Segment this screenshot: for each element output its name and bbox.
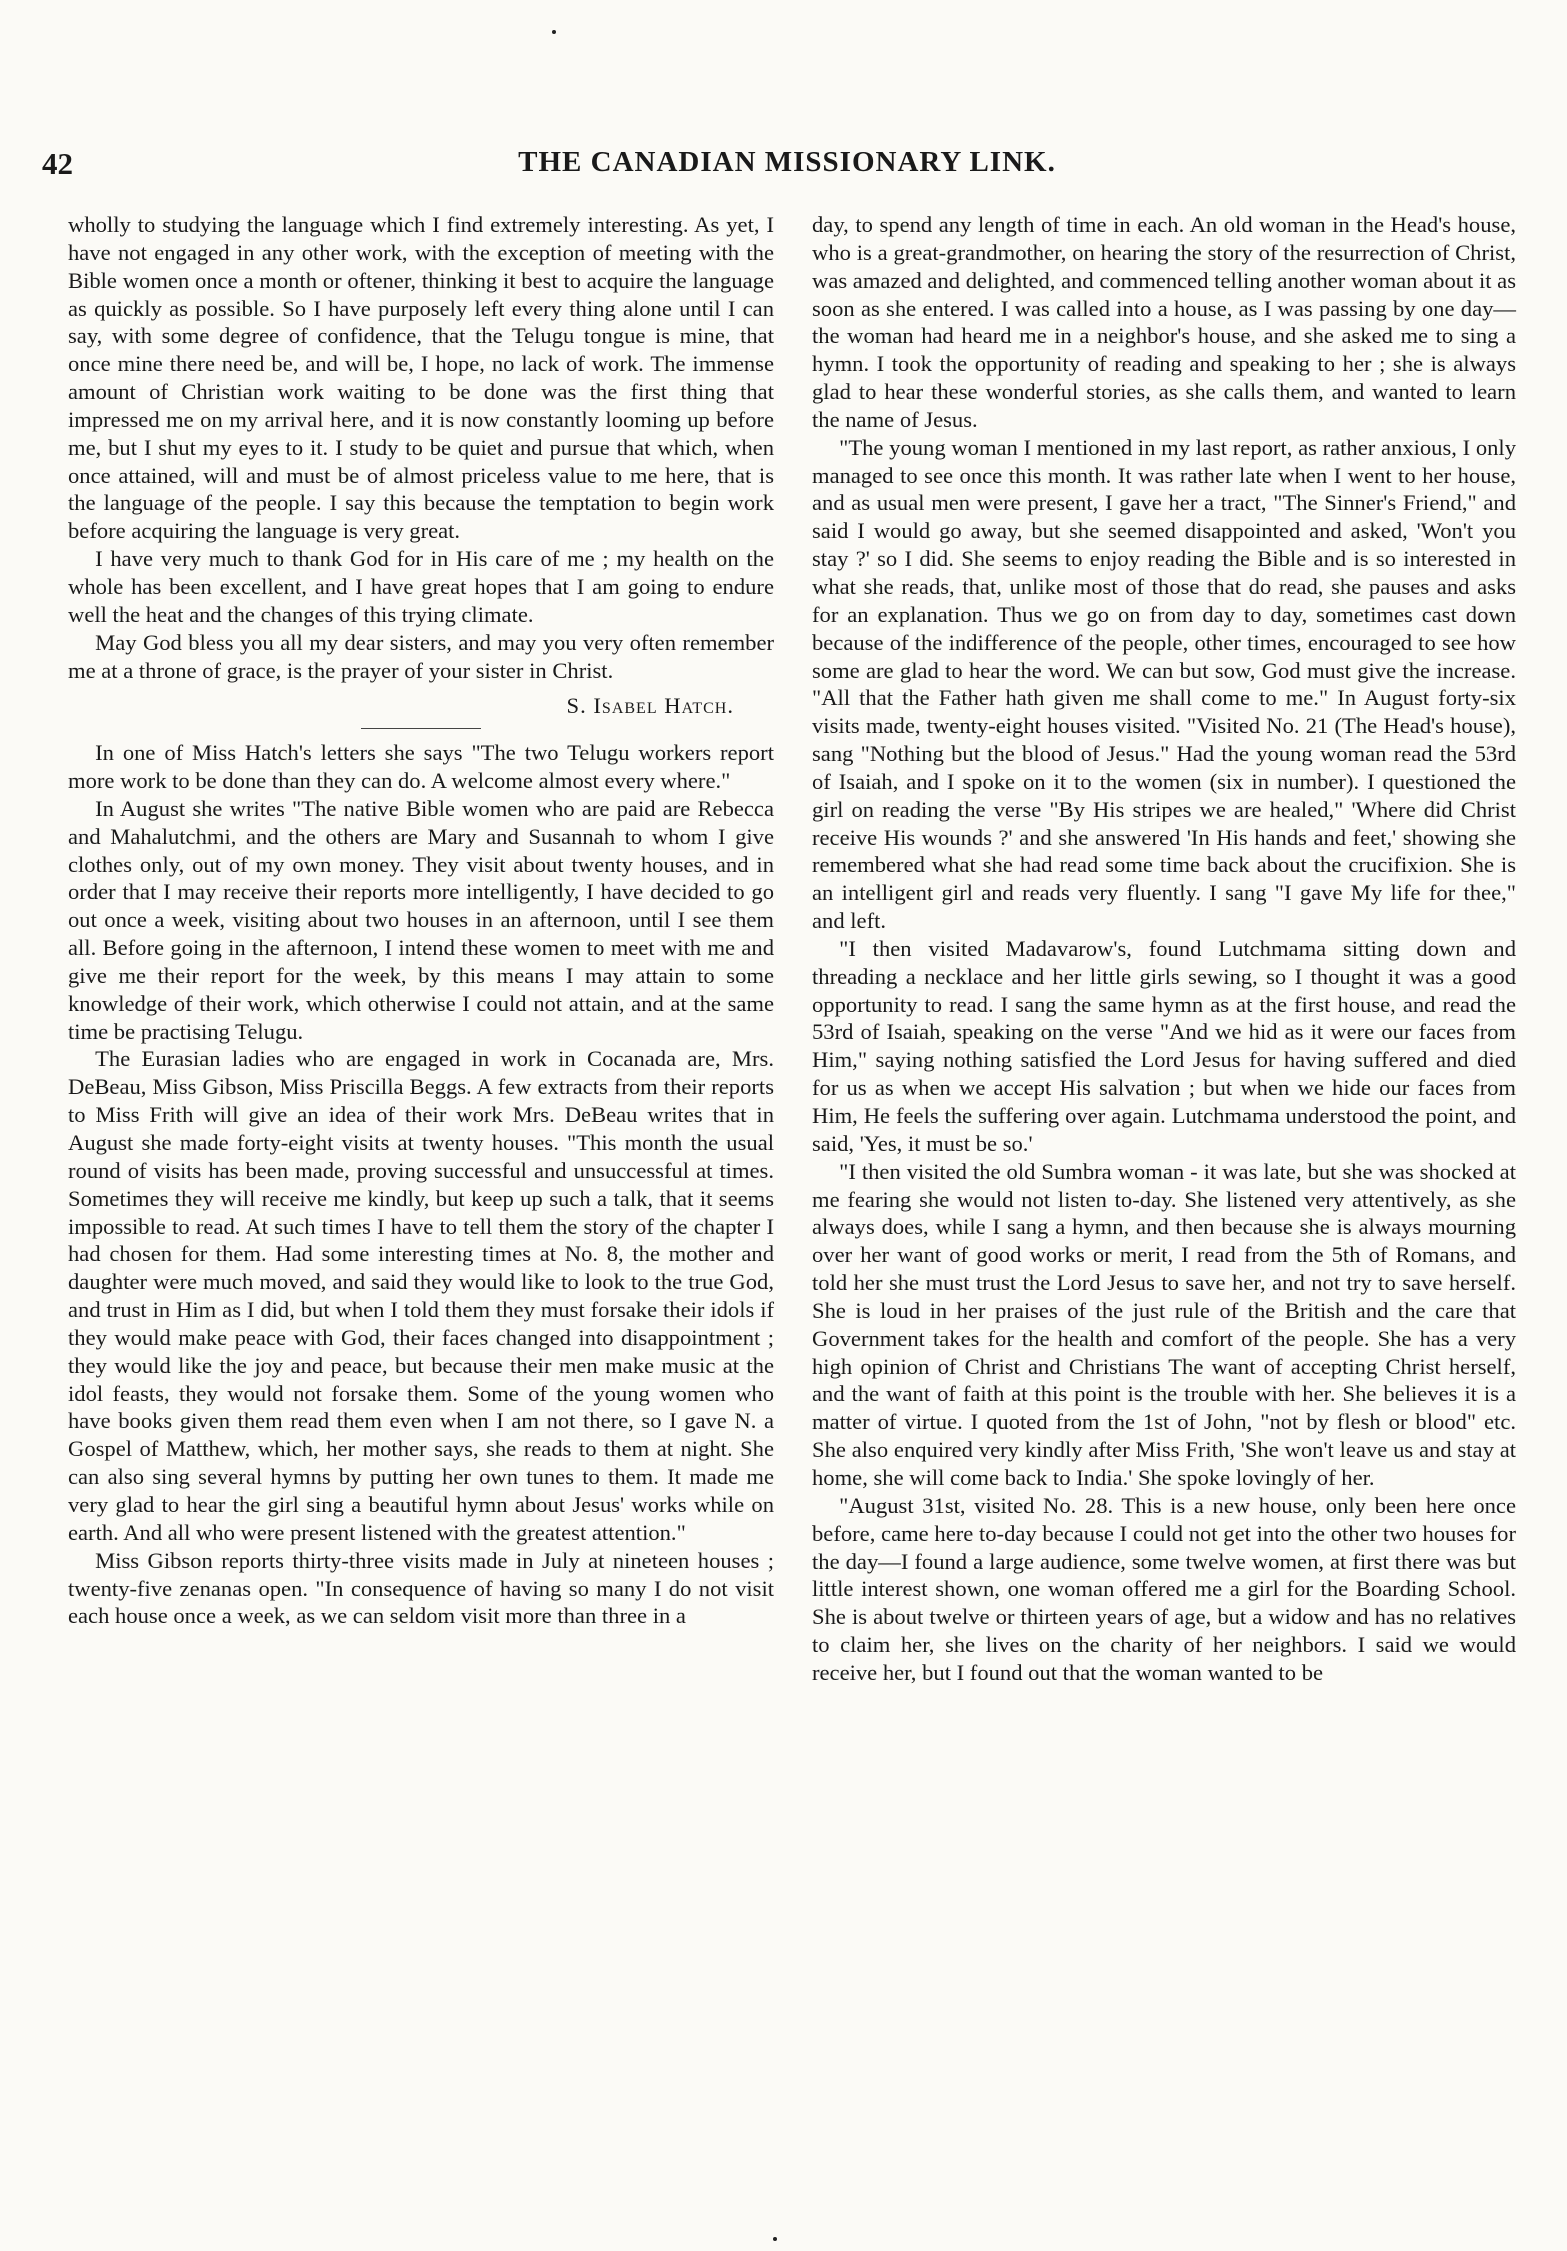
- right-column: [812, 211, 1516, 1687]
- paragraph: "I then visited Madavarow's, found Lutchmama sitting down and threading a necklace and her little girls sewing, so I thought it was a good opportunity to read. I sang the same hymn as at the first house, and read the 53rd of Isaiah, speaking on the verse "And we hid as it were our faces from Him," saying nothing satisfied the Lord Jesus for having suffered and died for us as when we accept His salvation ; but when we hide our faces from Him, He feels the suffering over again. Lutchmama understood the point, and said, 'Yes, it must be so.': [812, 935, 1516, 1156]
- paragraph: In August she writes "The native Bible women who are paid are Rebecca and Mahalutchmi, and the others are Mary and Susannah to whom I give clothes only, out of my own money. They visit about twenty houses, and in order that I may receive their reports more intelligently, I have decided to go out once a week, visiting about two houses in an afternoon, until I see them all. Before going in the afternoon, I intend these women to meet with me and give me their report for the week, by this means I may attain to some knowledge of their work, which otherwise I could not attain, and at the same time be practising Telugu.: [68, 795, 774, 1044]
- left-column: [68, 211, 774, 1630]
- paragraph: day, to spend any length of time in each. An old woman in the Head's house, who is a great-grandmother, on hearing the story of the resurrection of Christ, was amazed and delighted, and commenced telling another woman about it as soon as she entered. I was called into a house, as I was passing by one day— the woman had heard me in a neighbor's house, and she asked me to sing a hymn. I took the opportunity of reading and speaking to her ; she is always glad to hear these wonderful stories, as she calls them, and wanted to learn the name of Jesus.: [812, 212, 1516, 432]
- paragraph: In one of Miss Hatch's letters she says "The two Telugu workers report more work to be done than they can do. A welcome almost every where.": [68, 740, 774, 794]
- paragraph: May God bless you all my dear sisters, and may you very often remember me at a throne of grace, is the prayer of your sister in Christ.: [68, 629, 774, 683]
- paragraph: Miss Gibson reports thirty-three visits made in July at nineteen houses ; twenty-five zenanas open. "In consequence of having so many I do not visit each house once a week, as we can seldom visit more than three in a: [68, 1547, 774, 1629]
- paragraph: "I then visited the old Sumbra woman - it was late, but she was shocked at me fearing she would not listen to-day. She listened very attentively, as she always does, while I sang a hymn, and then because she is always mourning over her want of good works or merit, I read from the 5th of Romans, and told her she must trust the Lord Jesus to save her, and not try to save herself. She is loud in her praises of the just rule of the British and the care that Government takes for the health and comfort of the people. She has a very high opinion of Christ and Christians The want of accepting Christ herself, and the want of faith at this point is the trouble with her. She believes it is a matter of virtue. I quoted from the 1st of John, "not by flesh or blood" etc. She also enquired very kindly after Miss Frith, 'She won't leave us and stay at home, she will come back to India.' She spoke lovingly of her.: [812, 1158, 1516, 1490]
- page-header: [42, 146, 1532, 186]
- paragraph: "August 31st, visited No. 28. This is a new house, only been here once before, came here to-day because I could not get into the other two houses for the day—I found a large audience, some twelve women, at first there was but little interest shown, one woman offered me a girl for the Boarding School. She is about twelve or thirteen years of age, but a widow and has no relatives to claim her, she lives on the charity of her neighbors. I said we would receive her, but I found out that the woman wanted to be: [812, 1492, 1516, 1685]
- paragraph: "The young woman I mentioned in my last report, as rather anxious, I only managed to see once this month. It was rather late when I went to her house, and as usual men were present, I gave her a tract, "The Sinner's Friend," and said I would go away, but she seemed disappointed and asked, 'Won't you stay ?' so I did. She seems to enjoy reading the Bible and is so interested in what she reads, that, unlike most of those that do read, she pauses and asks for an explanation. Thus we go on from day to day, sometimes cast down because of the indifference of the people, other times, encouraged to see how some are glad to hear the word. We can but sow, God must give the increase. "All that the Father hath given me shall come to me." In August forty-six visits made, twenty-eight houses visited. "Visited No. 21 (The Head's house), sang "Nothing but the blood of Jesus." Had the young woman read the 53rd of Isaiah, and I spoke on it to the women (six in number). I questioned the girl on reading the verse "By His stripes we are healed," 'Where did Christ receive His wounds ?' and she answered 'In His hands and feet,' showing she remembered what she had read some time back about the crucifixion. She is an intelligent girl and reads very fluently. I sang "I gave My life for thee," and left.: [812, 434, 1516, 934]
- page-number: 42: [42, 146, 73, 181]
- paragraph: I have very much to thank God for in His care of me ; my health on the whole has been excellent, and I have great hopes that I am going to endure well the heat and the changes of this trying climate.: [68, 546, 774, 627]
- ink-speck: [773, 2237, 777, 2241]
- paragraph: The Eurasian ladies who are engaged in work in Cocanada are, Mrs. DeBeau, Miss Gibson, Miss Priscilla Beggs. A few extracts from their reports to Miss Frith will give an idea of their work Mrs. DeBeau writes that in August she made forty-eight visits at twenty houses. "This month the usual round of visits has been made, proving successful and unsuccessful at times. Sometimes they will receive me kindly, but keep up such a talk, that it seems impossible to read. At such times I have to tell them the story of the chapter I had chosen for them. Had some interesting times at No. 8, the mother and daughter were much moved, and said they would like to look to the true God, and trust in Him as I did, but when I told them they must forsake their idols if they would make peace with God, their faces changed into disappointment ; they would like the joy and peace, but because their men make music at the idol feasts, they would not forsake them. Some of the young women who have books given them read them even when I am not there, so I gave N. a Gospel of Matthew, which, her mother says, she reads to them at night. She can also sing several hymns by putting her own tunes to them. It made me very glad to hear the girl sing a beautiful hymn about Jesus' works while on earth. And all who were present listened with the greatest attention.": [68, 1046, 774, 1545]
- paragraph: wholly to studying the language which I find extremely interesting. As yet, I have not engaged in any other work, with the exception of meeting with the Bible women once a month or oftener, thinking it best to acquire the language as quickly as possible. So I have purposely left every thing alone until I can say, with some degree of confidence, that the Telugu tongue is mine, that once mine there need be, and will be, I hope, no lack of work. The immense amount of Christian work waiting to be done was the first thing that impressed me on my arrival here, and it is now constantly looming up before me, but I shut my eyes to it. I study to be quiet and pursue that which, when once attained, will and must be of almost priceless value to me here, that is the language of the people. I say this because the temptation to begin work before acquiring the language is very great.: [68, 212, 774, 544]
- signature: S. Isabel Hatch.: [566, 693, 734, 719]
- running-title: THE CANADIAN MISSIONARY LINK.: [518, 146, 1056, 178]
- section-divider: [361, 728, 481, 729]
- ink-speck: [552, 30, 556, 34]
